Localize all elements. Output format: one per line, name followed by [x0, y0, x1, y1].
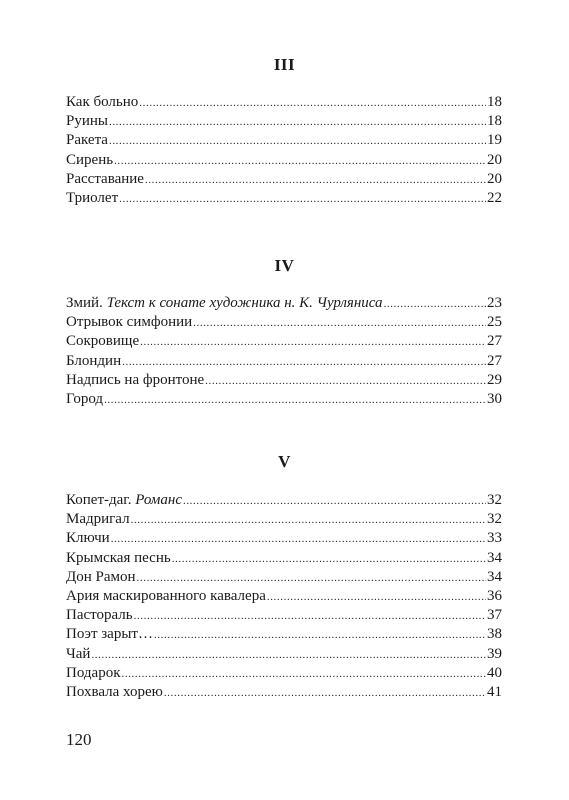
- toc-entry: [66, 645, 502, 664]
- dot-leader: [104, 391, 486, 410]
- toc-entry-title-text: Копет-даг.: [66, 492, 132, 508]
- toc-entry: [66, 625, 502, 644]
- toc-entry-page: 27: [487, 333, 502, 350]
- toc-entry: [66, 131, 502, 150]
- toc-entry-title-text: Змий.: [66, 295, 103, 311]
- toc-entry-page: 38: [487, 626, 502, 643]
- section-heading-v: V: [278, 452, 291, 471]
- toc-entry: [66, 313, 502, 332]
- toc-entry: [66, 189, 502, 208]
- page-number: 120: [66, 730, 92, 749]
- toc-entry: [66, 491, 502, 510]
- toc-entry-page: 37: [487, 607, 502, 624]
- toc-entry-title: Отрывок симфонии: [66, 314, 193, 331]
- dot-leader: [109, 113, 486, 132]
- dot-leader: [114, 152, 486, 171]
- toc-entry: [66, 112, 502, 131]
- toc-entry-title: Ария маскированного кавалера: [66, 587, 266, 604]
- dot-leader: [121, 665, 486, 684]
- section-heading-iv: IV: [274, 256, 295, 275]
- dot-leader: [122, 353, 486, 372]
- toc-entry: [66, 664, 502, 683]
- section-heading-iii: III: [273, 55, 296, 74]
- dot-leader: [172, 550, 486, 569]
- toc-entry: [66, 294, 502, 313]
- toc-entry-page: 32: [487, 492, 502, 508]
- toc-entry-page: 22: [487, 189, 502, 206]
- toc-entry-title: Дон Рамон: [66, 568, 136, 585]
- toc-entry: [66, 151, 502, 170]
- toc-entry-subtitle: Романс: [135, 492, 182, 508]
- dot-leader: [205, 372, 486, 391]
- dot-leader: [193, 314, 486, 333]
- toc-list-iii: [66, 93, 502, 208]
- toc-entry: [66, 606, 502, 625]
- toc-entry-page: 20: [487, 170, 502, 187]
- toc-entry-page: 25: [487, 314, 502, 331]
- toc-entry-page: 33: [487, 530, 502, 547]
- toc-entry: [66, 568, 502, 587]
- dot-leader: [109, 132, 486, 151]
- toc-entry-title: Ключи: [66, 530, 110, 547]
- toc-entry-title: Ракета: [66, 132, 108, 149]
- toc-entry-page: 36: [487, 587, 502, 604]
- toc-entry-page: 39: [487, 645, 502, 662]
- toc-entry-title: Чай: [66, 645, 91, 662]
- dot-leader: [111, 530, 486, 549]
- dot-leader: [91, 646, 486, 665]
- dot-leader: [139, 94, 486, 113]
- dot-leader: [384, 295, 486, 314]
- dot-leader: [137, 569, 486, 588]
- toc-entry-page: 34: [487, 549, 502, 566]
- dot-leader: [154, 626, 486, 645]
- toc-entry-page: 29: [487, 371, 502, 388]
- dot-leader: [140, 333, 486, 352]
- toc-entry-title: Похвала хорею: [66, 683, 163, 700]
- toc-entry-page: 18: [487, 94, 502, 110]
- toc-entry-page: 27: [487, 352, 502, 369]
- toc-entry: [66, 683, 502, 702]
- toc-list-iv: [66, 294, 502, 409]
- toc-entry-title: Расставание: [66, 170, 144, 187]
- toc-entry: [66, 587, 502, 606]
- toc-entry-page: 40: [487, 664, 502, 681]
- dot-leader: [183, 492, 486, 511]
- toc-entry-title: Поэт зарыт…: [66, 626, 153, 643]
- toc-entry-title: Триолет: [66, 189, 119, 206]
- toc-entry-title: Крымская песнь: [66, 549, 171, 566]
- toc-entry-title: Мадригал: [66, 511, 130, 528]
- toc-entry: [66, 371, 502, 390]
- toc-entry-title: Пастораль: [66, 607, 133, 624]
- toc-entry-page: 23: [487, 295, 502, 311]
- toc-entry-page: 34: [487, 568, 502, 585]
- dot-leader: [267, 588, 486, 607]
- dot-leader: [134, 607, 486, 626]
- toc-entry: [66, 352, 502, 371]
- toc-entry-subtitle: Текст к сонате художника н. К. Чурляниса: [106, 295, 383, 311]
- toc-entry-page: 41: [487, 683, 502, 700]
- dot-leader: [145, 171, 486, 190]
- dot-leader: [131, 511, 486, 530]
- toc-entry-page: 19: [487, 132, 502, 149]
- toc-entry-page: 18: [487, 113, 502, 130]
- dot-leader: [164, 684, 486, 703]
- toc-entry-title: Сокровище: [66, 333, 140, 350]
- toc-entry: [66, 390, 502, 409]
- toc-entry: [66, 332, 502, 351]
- toc-entry: [66, 510, 502, 529]
- toc-entry-title: Сирень: [66, 151, 114, 168]
- toc-entry: [66, 549, 502, 568]
- dot-leader: [119, 190, 486, 209]
- toc-entry: [66, 529, 502, 548]
- toc-entry: [66, 170, 502, 189]
- toc-entry-page: 20: [487, 151, 502, 168]
- toc-entry-title: Блондин: [66, 352, 122, 369]
- toc-entry-title: [66, 491, 182, 510]
- toc-list-v: [66, 491, 502, 702]
- toc-entry-page: 32: [487, 511, 502, 528]
- toc-entry-title: Город: [66, 390, 104, 407]
- toc-entry-title: Надпись на фронтоне: [66, 371, 205, 388]
- toc-entry-title: [66, 294, 383, 313]
- toc-entry-title: Руины: [66, 113, 108, 130]
- toc-entry-title: Подарок: [66, 664, 121, 681]
- toc-entry-title: Как больно: [66, 94, 139, 110]
- toc-entry-page: 30: [487, 390, 502, 407]
- toc-entry: [66, 93, 502, 112]
